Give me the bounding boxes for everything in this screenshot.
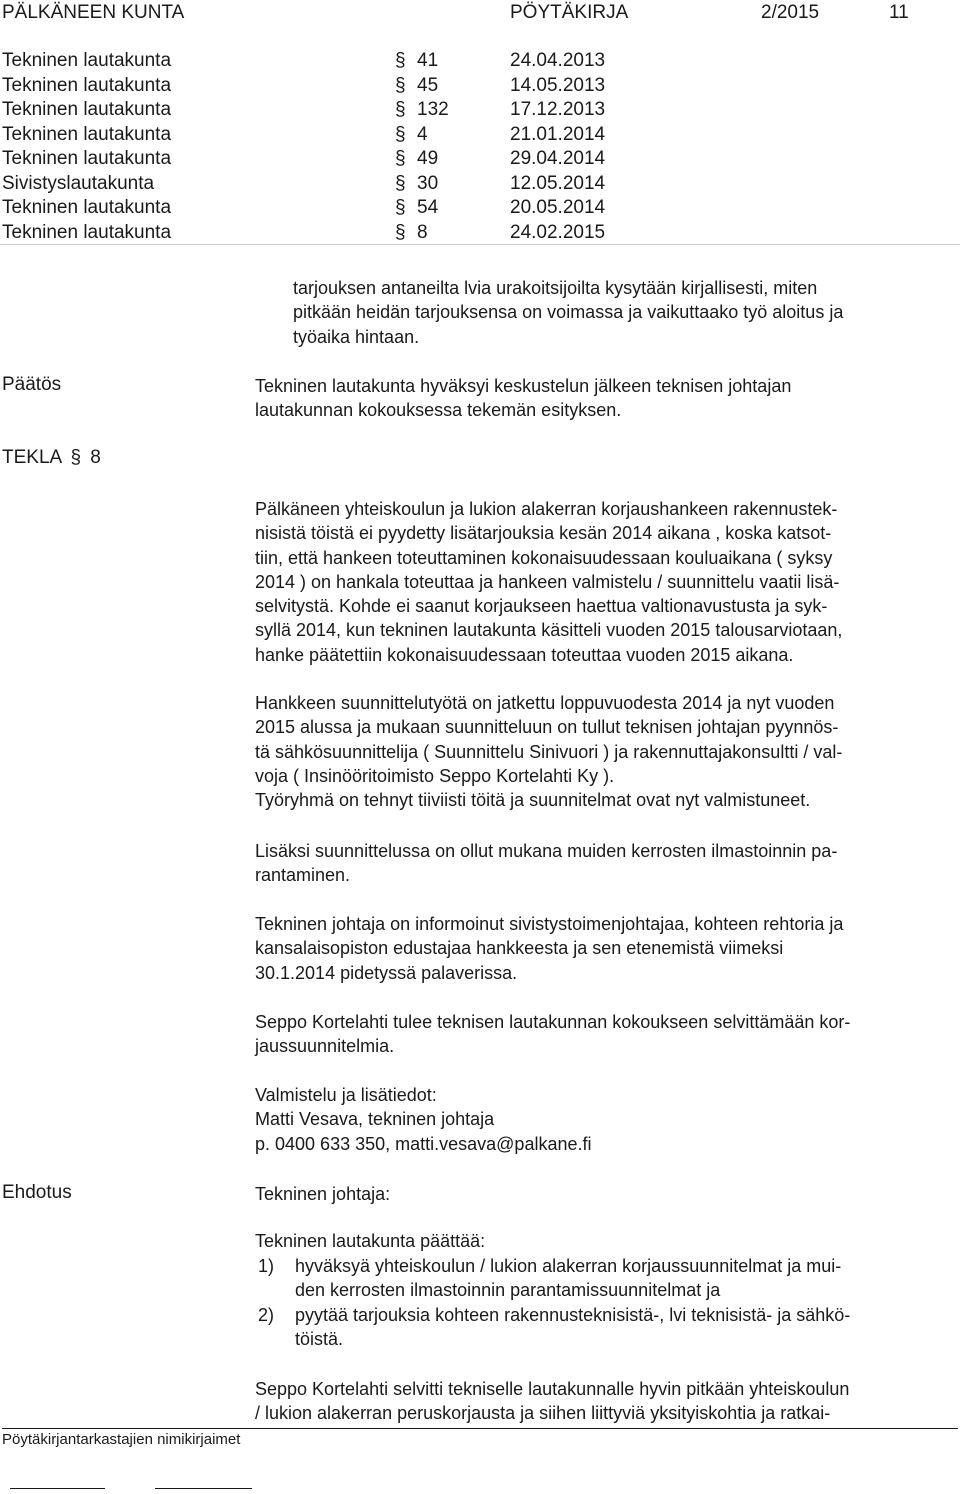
page-number: 11 (889, 2, 909, 23)
history-row (2, 74, 960, 99)
item-text (295, 1254, 841, 1303)
signature-line (10, 1488, 105, 1489)
history-body: Tekninen lautakunta (2, 148, 172, 169)
section-sign: § (70, 447, 82, 468)
text-line: voja ( Insinööritoimisto Seppo Kortelahti Ky ). (255, 765, 615, 786)
document-number: 2/2015 (761, 2, 820, 23)
text-line: syllä 2014, kun tekninen lautakunta käsitteli vuoden 2015 talousarviotaan, (255, 620, 843, 641)
text-line: pyytää tarjouksia kohteen rakennusteknisistä-, lvi teknisistä- ja sähkö- (295, 1305, 851, 1325)
text-line: Seppo Kortelahti tulee teknisen lautakunnan kokoukseen selvittämään kor- (255, 1012, 851, 1032)
item-number: 1) (258, 1256, 275, 1276)
text-line: 30.1.2014 pidetyssä palaverissa. (255, 962, 518, 983)
text-line: / lukion alakerran peruskorjausta ja siihen liittyviä yksityiskohtia ja ratkai- (255, 1403, 831, 1424)
history-date: 29.04.2014 (510, 148, 606, 169)
paragraph-ventilation (255, 839, 955, 888)
text-line: Tekninen johtaja on informoinut sivistystoimenjohtajaa, kohteen rehtoria ja (255, 914, 844, 934)
text-line: Matti Vesava, tekninen johtaja (255, 1109, 495, 1130)
text-line: tä sähkösuunnittelija ( Suunnittelu Sinivuori ) ja rakennuttajakonsultti / val- (255, 741, 843, 762)
history-date: 21.01.2014 (510, 123, 606, 145)
text-line: p. 0400 633 350, matti.vesava@palkane.fi (255, 1133, 592, 1154)
history-row (2, 221, 960, 246)
history-body: Sivistyslautakunta (2, 172, 155, 194)
history-body: Tekninen lautakunta (2, 221, 172, 243)
history-row (2, 49, 960, 74)
text-line: Hankkeen suunnittelutyötä on jatkettu loppuvuodesta 2014 ja nyt vuoden (255, 693, 835, 713)
history-number: 4 (417, 123, 428, 145)
section-sign: § (395, 221, 406, 243)
signature-line (155, 1488, 252, 1489)
contact-info (255, 1083, 955, 1156)
history-number: 8 (417, 221, 428, 243)
text-line: Työryhmä on tehnyt tiiviisti töitä ja suunnitelmat ovat nyt valmistuneet. (255, 790, 811, 811)
section-sign: § (395, 197, 406, 218)
decision-text (255, 374, 955, 423)
text-line: selvitystä. Kohde ei saanut korjaukseen haettua valtionavustusta ja syk- (255, 596, 828, 617)
text-line: 2015 alussa ja mukaan suunnitteluun on tullut teknisen johtajan pyynnös- (255, 717, 839, 738)
section-sign: § (395, 172, 406, 194)
section-sign: § (395, 148, 406, 169)
history-row (2, 147, 960, 172)
proposal-label: Ehdotus (2, 1182, 72, 1203)
document-type: PÖYTÄKIRJA (510, 2, 629, 23)
paragraph-background (255, 497, 955, 667)
signatures-label: Pöytäkirjantarkastajien nimikirjaimet (2, 1428, 958, 1448)
text-line: hyväksyä yhteiskoulun / lukion alakerran korjaussuunnitelmat ja mui- (295, 1256, 842, 1276)
section-heading (2, 447, 101, 469)
history-date: 24.04.2013 (510, 50, 606, 71)
section-sign: § (395, 50, 406, 71)
history-number: 45 (417, 74, 439, 96)
history-number: 132 (417, 99, 449, 120)
text-line: Tekninen lautakunta hyväksyi keskustelun jälkeen teknisen johtajan (255, 376, 792, 396)
decision-label: Päätös (2, 374, 62, 395)
text-line: hanke päätettiin kokonaisuudessaan toteuttaa vuoden 2015 aikana. (255, 644, 794, 665)
section-sign: § (395, 74, 406, 96)
section-prefix: TEKLA (2, 447, 62, 468)
paragraph-planning (255, 691, 955, 812)
history-row (2, 196, 960, 221)
history-date: 14.05.2013 (510, 74, 606, 96)
text-line: Valmistelu ja lisätiedot: (255, 1085, 437, 1105)
text-line: tiin, että hankeen toteuttaminen kokonaisuudessaan kouluaikana ( syksy (255, 547, 833, 568)
history-number: 49 (417, 148, 439, 169)
text-line: nisistä töistä ei pyydetty lisätarjouksia kesän 2014 aikana , koska katsot- (255, 523, 832, 544)
section-number: 8 (90, 447, 101, 468)
history-number: 54 (417, 197, 439, 218)
proposal-heading: Tekninen johtaja: (255, 1184, 391, 1204)
history-separator (0, 244, 960, 245)
history-body: Tekninen lautakunta (2, 74, 172, 96)
text-line: työaika hintaan. (293, 326, 420, 347)
history-row (2, 123, 960, 148)
history-row (2, 172, 960, 197)
history-number: 41 (417, 50, 439, 71)
history-body: Tekninen lautakunta (2, 197, 172, 218)
paragraph-meeting (255, 1010, 955, 1059)
text-line: tarjouksen antaneilta lvia urakoitsijoilta kysytään kirjallisesti, miten (293, 278, 818, 298)
municipality-name: PÄLKÄNEEN KUNTA (2, 2, 185, 23)
text-line: pitkään heidän tarjouksensa on voimassa ja vaikuttaako työ aloitus ja (293, 302, 844, 323)
text-line: 2014 ) on hankala toteuttaa ja hankeen valmistelu / suunnittelu vaatii lisä- (255, 571, 840, 592)
text-line: lautakunnan kokouksessa tekemän esityksen. (255, 400, 622, 421)
closing-paragraph (255, 1377, 955, 1426)
text-line: den kerrosten ilmastoinnin parantamissuunnitelmat ja (295, 1280, 721, 1301)
item-text (295, 1303, 850, 1352)
history-number: 30 (417, 172, 439, 194)
history-date: 17.12.2013 (510, 99, 606, 120)
text-line: Seppo Kortelahti selvitti tekniselle lautakunnalle hyvin pitkään yhteiskoulun (255, 1379, 850, 1399)
paragraph-informing (255, 912, 955, 985)
section-sign: § (395, 123, 406, 145)
text-line: töistä. (295, 1329, 344, 1350)
intro-paragraph (293, 276, 953, 349)
history-body: Tekninen lautakunta (2, 99, 172, 120)
history-date: 12.05.2014 (510, 172, 606, 194)
text-line: Pälkäneen yhteiskoulun ja lukion alakerran korjaushankeen rakennustek- (255, 499, 838, 519)
item-number: 2) (258, 1305, 275, 1325)
history-date: 20.05.2014 (510, 197, 606, 218)
text-line: kansalaisopiston edustajaa hankkeesta ja sen etenemistä viimeksi (255, 938, 784, 959)
proposal-decides: Tekninen lautakunta päättää: (255, 1231, 486, 1251)
history-body: Tekninen lautakunta (2, 50, 172, 71)
section-sign: § (395, 99, 406, 120)
text-line: rantaminen. (255, 865, 351, 886)
text-line: jaussuunnitelmia. (255, 1036, 395, 1057)
history-body: Tekninen lautakunta (2, 123, 172, 145)
text-line: Lisäksi suunnittelussa on ollut mukana muiden kerrosten ilmastoinnin pa- (255, 841, 838, 861)
history-date: 24.02.2015 (510, 221, 606, 243)
history-row (2, 98, 960, 123)
